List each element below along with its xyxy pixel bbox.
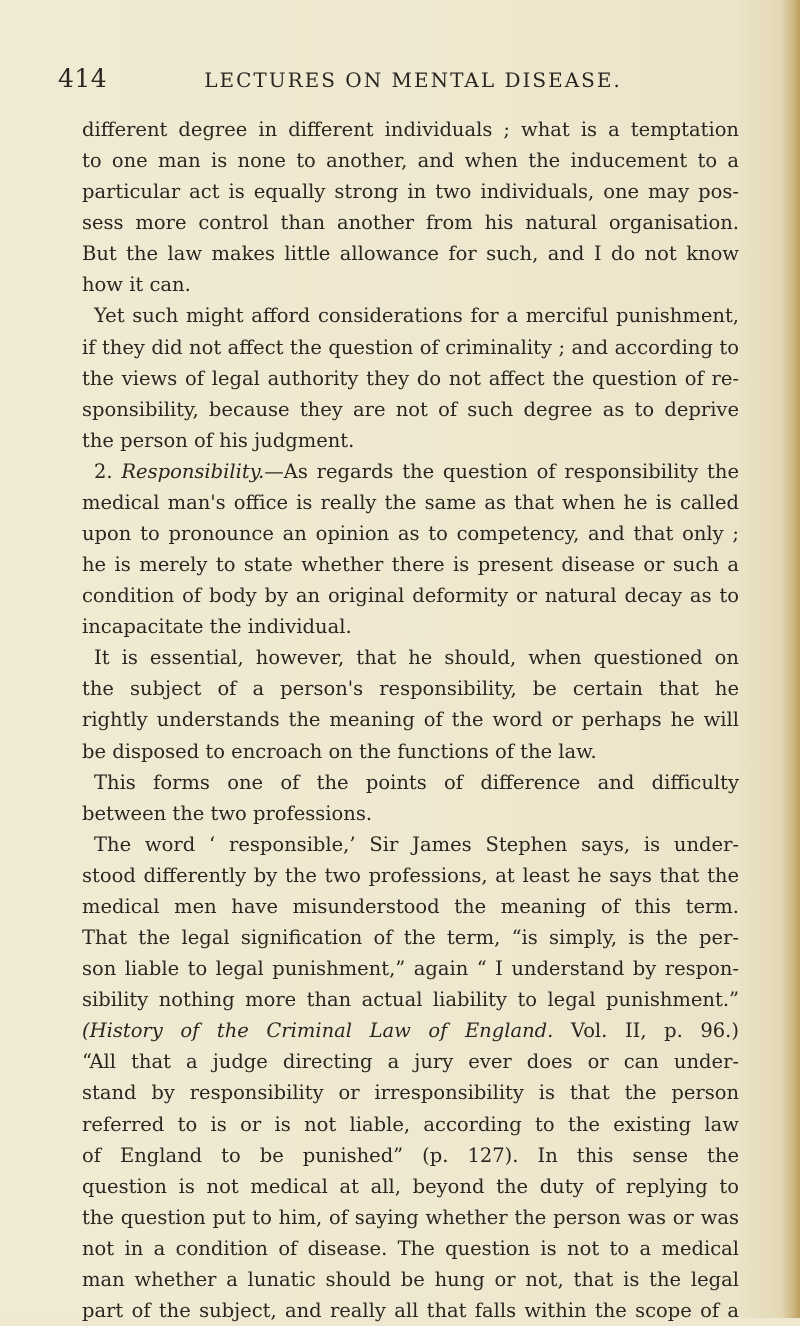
text-line: between the two professions. xyxy=(82,801,373,825)
section-heading-line xyxy=(82,456,739,487)
section-number: 2. xyxy=(94,459,113,483)
text-line: how it can. xyxy=(82,273,191,297)
page-number: 414 xyxy=(58,64,108,93)
text-line: Yet such might afford considerations for a merciful punishment, xyxy=(94,304,739,328)
text-line: The word ‘ responsible,’ Sir James Stephen says, is under- xyxy=(94,832,739,856)
text-line: part of the subject, and really all that falls within the scope of a xyxy=(82,1298,739,1322)
text-line: the person of his judgment. xyxy=(82,428,355,452)
text-line: the views of legal authority they do not affect the question of re- xyxy=(82,366,739,390)
text-line: medical men have misunderstood the meaning of this term. xyxy=(82,894,739,918)
text-line: not in a condition of disease. The question is not to a medical xyxy=(82,1236,739,1260)
text-line: This forms one of the points of difference and difficulty xyxy=(94,770,739,794)
text-line: to one man is none to another, and when the inducement to a xyxy=(82,149,739,173)
text-line: medical man's office is really the same as that when he is called xyxy=(82,490,739,514)
section-heading-rest: —As regards the question of responsibility the xyxy=(264,459,739,483)
text-line: upon to pronounce an opinion as to competency, and that only ; xyxy=(82,522,739,546)
text-line: particular act is equally strong in two individuals, one may pos- xyxy=(82,180,739,204)
text-line: he is merely to state whether there is present disease or such a xyxy=(82,553,739,577)
text-line: the question put to him, of saying whether the person was or was xyxy=(82,1205,739,1229)
citation-reference: Vol. II, p. 96.) xyxy=(553,1019,739,1043)
body-text xyxy=(82,114,739,1326)
running-title: LECTURES ON MENTAL DISEASE. xyxy=(204,68,622,92)
section-heading: Responsibility. xyxy=(121,459,265,483)
text-line: rightly understands the meaning of the word or perhaps he will xyxy=(82,708,739,732)
text-line: But the law makes little allowance for such, and I do not know xyxy=(82,242,739,266)
text-line: That the legal signification of the term, “is simply, is the per- xyxy=(82,926,739,950)
text-line: if they did not affect the question of criminality ; and according to xyxy=(82,335,739,359)
text-line: of England to be punished” (p. 127). In this sense the xyxy=(82,1143,739,1167)
running-head xyxy=(58,64,738,104)
page-edge-shadow xyxy=(782,0,800,1318)
text-line: sibility nothing more than actual liability to legal punishment.” xyxy=(82,988,739,1012)
text-line: be disposed to encroach on the functions of the law. xyxy=(82,739,597,763)
text-line: It is essential, however, that he should, when questioned on xyxy=(94,646,739,670)
text-line: sess more control than another from his natural organisation. xyxy=(82,211,739,235)
text-line: son liable to legal punishment,” again “ I understand by respon- xyxy=(82,957,739,981)
text-line: “All that a judge directing a jury ever does or can under- xyxy=(82,1050,739,1074)
text-line: different degree in different individuals ; what is a temptation xyxy=(82,118,739,141)
text-line: stood differently by the two professions, at least he says that the xyxy=(82,863,739,887)
text-line: the subject of a person's responsibility, be certain that he xyxy=(82,677,739,701)
text-line: stand by responsibility or irresponsibility is that the person xyxy=(82,1081,739,1105)
citation-line xyxy=(82,1015,739,1046)
text-line: man whether a lunatic should be hung or not, that is the legal xyxy=(82,1267,739,1291)
text-line: question is not medical at all, beyond the duty of replying to xyxy=(82,1174,739,1198)
text-line: incapacitate the individual. xyxy=(82,615,352,639)
text-line: condition of body by an original deformity or natural decay as to xyxy=(82,584,739,608)
text-line: sponsibility, because they are not of such degree as to deprive xyxy=(82,397,739,421)
citation-title: (History of the Criminal Law of England. xyxy=(82,1019,554,1043)
text-line: referred to is or is not liable, according to the existing law xyxy=(82,1112,739,1136)
